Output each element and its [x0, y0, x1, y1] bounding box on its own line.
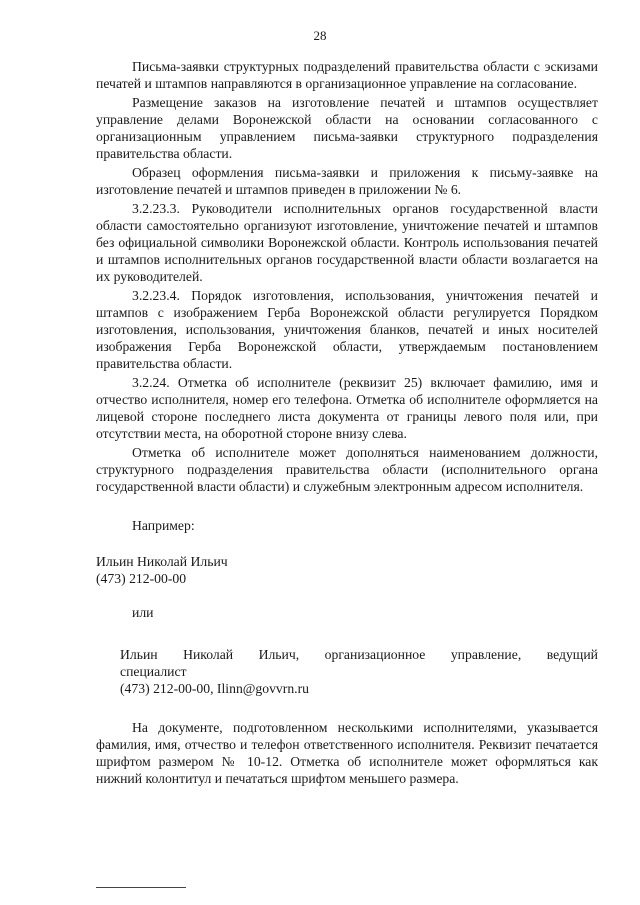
example-1-phone: (473) 212-00-00 [96, 571, 187, 586]
paragraph-2: Размещение заказов на изготовление печатей и штампов осуществляет управление делами Воронежской области на основании согласованного с организационным управлением письма-заявки структурного подразделения правительства области. [96, 95, 598, 161]
example-2-line-3: (473) 212-00-00, Ilinn@govvrn.ru [120, 681, 309, 696]
example-or: или [132, 605, 154, 620]
paragraph-1: Письма-заявки структурных подразделений правительства области с эскизами печатей и штампов направляются в организационное управление на согласование. [96, 59, 598, 91]
example-signature-2 [96, 646, 598, 697]
final-paragraph: На документе, подготовленном несколькими исполнителями, указывается фамилия, имя, отчество и телефон ответственного исполнителя. Реквизит печатается шрифтом размером № 10-12. Отметка об исполнителе может оформляться как нижний колонтитул и печататься шрифтом меньшего размера. [96, 720, 598, 786]
example-2-word: Ильич, [258, 647, 300, 662]
example-intro: Например: [132, 518, 195, 533]
paragraph-3: Образец оформления письма-заявки и приложения к письму-заявке на изготовление печатей и штампов приведен в приложении № 6. [96, 165, 598, 197]
example-2-line-1 [120, 646, 598, 663]
paragraph-6: 3.2.24. Отметка об исполнителе (реквизит 25) включает фамилию, имя и отчество исполнителя, номер его телефона. Отметка об исполнителе оформляется на лицевой стороне последнего листа документа от границы левого поля или, при отсутствии места, на оборотной стороне внизу слева. [96, 375, 598, 441]
example-2-word: Николай [183, 647, 234, 662]
footnote-separator [96, 887, 186, 888]
example-2-word: управление, [450, 647, 522, 662]
example-2-line-2: специалист [120, 664, 187, 679]
example-2-word: ведущий [546, 647, 598, 662]
paragraph-5: 3.2.23.4. Порядок изготовления, использования, уничтожения печатей и штампов с изображением Герба Воронежской области регулируется Порядком изготовления, использования, уничтожения бланков, печатей и иных носителей изображения Герба Воронежской области, утверждаемым постановлением правительства области. [96, 288, 598, 371]
page-number: 28 [313, 28, 327, 43]
page-body [96, 58, 598, 789]
example-signature-1 [96, 553, 598, 587]
example-2-word: Ильин [120, 647, 158, 662]
example-2-word: организационное [324, 647, 426, 662]
paragraph-7: Отметка об исполнителе может дополняться наименованием должности, структурного подразделения правительства области (исполнительного органа государственной власти области) и служебным электронным адресом исполнителя. [96, 445, 598, 494]
paragraph-4: 3.2.23.3. Руководители исполнительных органов государственной власти области самостоятельно организуют изготовление, уничтожение печатей и штампов без официальной символики Воронежской области. Контроль использования печатей и штампов исполнительных органов государственной власти области возлагается на их руководителей. [96, 201, 598, 284]
example-1-name: Ильин Николай Ильич [96, 554, 228, 569]
